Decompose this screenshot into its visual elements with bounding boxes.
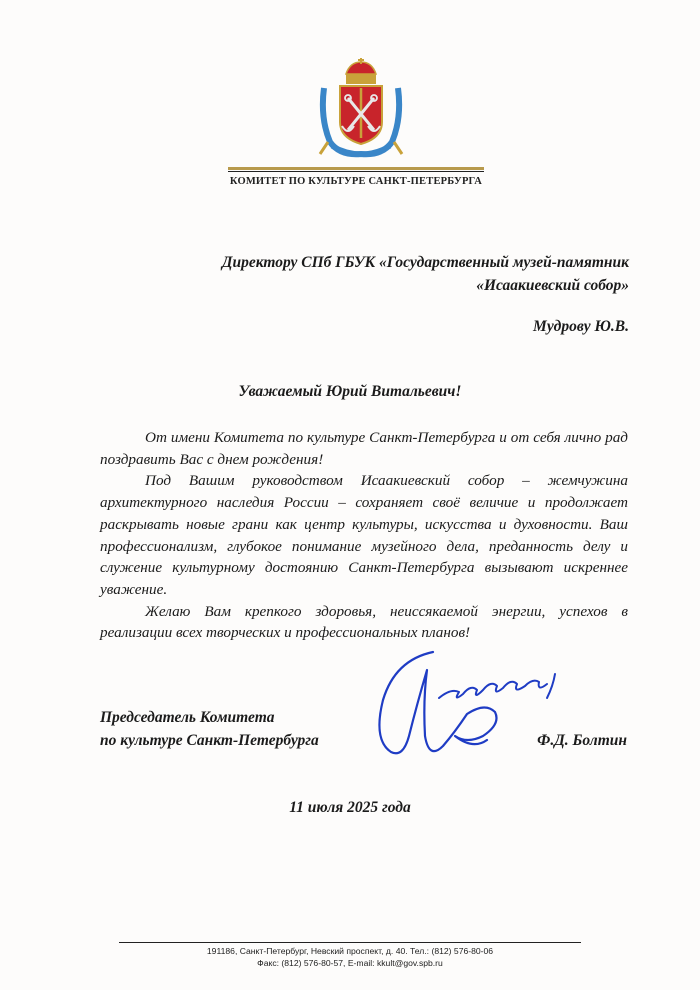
letter-date: 11 июля 2025 года [289, 799, 411, 816]
body-paragraph: Желаю Вам крепкого здоровья, неиссякаемой энергии, успехов в реализации всех творческих и профессиональных планов! [100, 602, 628, 642]
letterhead-gold-rule [228, 167, 484, 170]
committee-name: КОМИТЕТ ПО КУЛЬТУРЕ САНКТ-ПЕТЕРБУРГА [229, 176, 483, 187]
body-paragraph: От имени Комитета по культуре Санкт-Петербурга и от себя лично рад поздравить Вас с днем рождения! [100, 429, 628, 468]
letter-body [100, 427, 628, 644]
greeting: Уважаемый Юрий Витальевич! [238, 383, 462, 400]
addressee-line-1: Директору СПб ГБУК «Государственный музей-памятник [221, 254, 629, 271]
signatory-title-line-1: Председатель Комитета [100, 709, 275, 726]
addressee-name: Мудрову Ю.В. [533, 318, 629, 335]
footer-contacts: Факс: (812) 576-80-57, E-mail: kkult@gov.spb.ru [257, 958, 443, 968]
coat-of-arms-emblem [318, 58, 404, 160]
footer-address: 191186, Санкт-Петербург, Невский проспект, д. 40. Тел.: (812) 576-80-06 [206, 946, 494, 956]
addressee-line-2: «Исаакиевский собор» [476, 277, 629, 294]
letterhead-black-rule [228, 171, 484, 172]
handwritten-signature [355, 640, 570, 770]
signatory-name: Ф.Д. Болтин [537, 732, 627, 749]
signatory-title-line-2: по культуре Санкт-Петербурга [100, 732, 319, 749]
footer-rule [119, 942, 581, 943]
body-paragraph: Под Вашим руководством Исаакиевский собор – жемчужина архитектурного наследия России – сохраняет своё величие и продолжает раскрывать новые грани как центр культуры, искусства и духовности. Ваш профессионализм, глубокое понимание музейного дела, преданность делу и служение культурному достоянию Санкт-Петербурга вызывают искреннее уважение. [100, 472, 628, 598]
